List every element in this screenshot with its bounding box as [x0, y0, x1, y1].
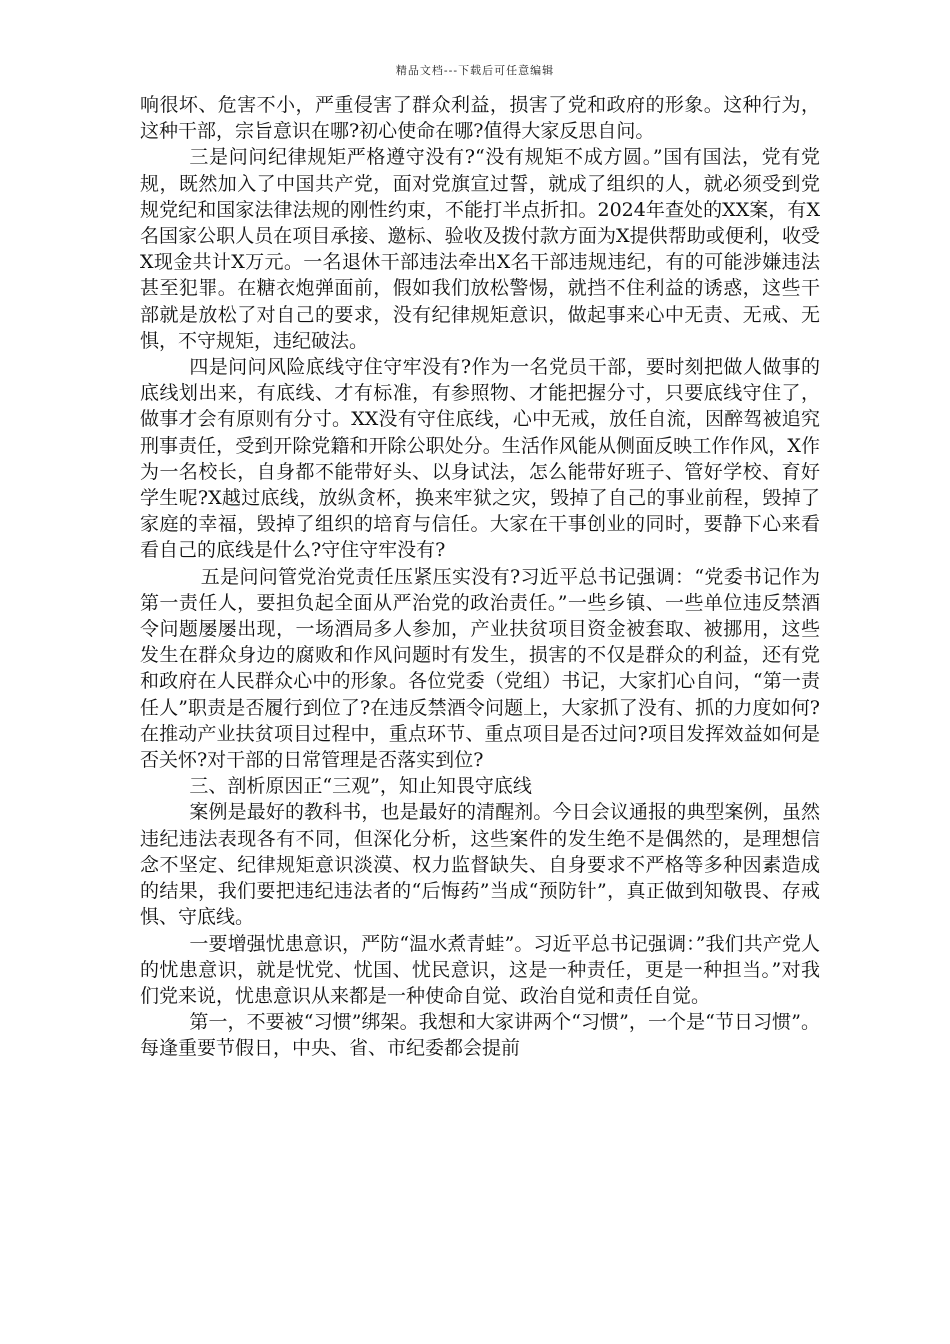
paragraph-party-responsibility: 五是问问管党治党责任压紧压实没有?习近平总书记强调：“党委书记作为第一责任人，要担负起全面从严治党的政治责任。”一些乡镇、一些单位违反禁酒令问题屡屡出现，一场酒局多人参加，产业扶贫项目资金被套取、被挪用，这些发生在群众身边的腐败和作风问题时有发生，损害的不仅是群众的利益，还有党和政府在人民群众心中的形象。各位党委（党组）书记，大家扪心自问，“第一责任人”职责是否履行到位了?在违反禁酒令问题上，大家抓了没有、抓的力度如何?在推动产业扶贫项目过程中，重点环节、重点项目是否过问?项目发挥效益如何是否关怀?对干部的日常管理是否落实到位?	[140, 565, 820, 772]
paragraph-risk-bottom-line: 四是问问风险底线守住守牢没有?作为一名党员干部，要时刻把做人做事的底线划出来，有底线、才有标准，有参照物、才能把握分寸，只要底线守住了，做事才会有原则有分寸。XX没有守住底线，心中无戒，放任自流，因醉驾被追究刑事责任，受到开除党籍和开除公职处分。生活作风能从侧面反映工作作风，X作为一名校长，自身都不能带好头、以身试法，怎么能带好班子、管好学校、育好学生呢?X越过底线，放纵贪杯，换来牢狱之灾，毁掉了自己的事业前程，毁掉了家庭的幸福，毁掉了组织的培育与信任。大家在干事创业的同时，要静下心来看看自己的底线是什么?守住守牢没有?	[140, 356, 820, 562]
paragraph-awareness: 一要增强忧患意识，严防“温水煮青蛙”。习近平总书记强调：”我们共产党人的忧患意识，就是忧党、忧国、忧民意识，这是一种责任，更是一种担当。”对我们党来说，忧患意识从来都是一种使命自觉、政治自觉和责任自觉。	[140, 932, 820, 1007]
paragraph-discipline-rules: 三是问问纪律规矩严格遵守没有?“没有规矩不成方圆。”国有国法，党有党规，既然加入了中国共产党，面对党旗宣过誓，就成了组织的人，就必须受到党规党纪和国家法律法规的刚性约束，不能打半点折扣。2024年查处的XX案，有X名国家公职人员在项目承接、邀标、验收及拨付款方面为X提供帮助或便利，收受X现金共计X万元。一名退休干部违法牵出X名干部违规违纪，有的可能涉嫌违法甚至犯罪。在糖衣炮弹面前，假如我们放松警惕，就挡不住利益的诱惑，这些干部就是放松了对自己的要求，没有纪律规矩意识，做起事来心中无责、无戒、无惧，不守规矩，违纪破法。	[140, 146, 820, 352]
section-heading-analysis: 三、剖析原因正“三观”，知止知畏守底线	[189, 775, 532, 798]
paragraph-habits: 第一，不要被“习惯”绑架。我想和大家讲两个“习惯”，一个是“节日习惯”。每逢重要节假日，中央、省、市纪委都会提前	[140, 1011, 820, 1060]
paragraph-continuation: 响很坏、危害不小，严重侵害了群众利益，损害了党和政府的形象。这种行为，这种干部，宗旨意识在哪?初心使命在哪?值得大家反思自问。	[140, 94, 820, 143]
document-body	[140, 92, 820, 1062]
page-header: 精品文档---下载后可任意编辑	[395, 64, 555, 77]
paragraph-case-lesson: 案例是最好的教科书，也是最好的清醒剂。今日会议通报的典型案例，虽然违纪违法表现各有不同，但深化分析，这些案件的发生绝不是偶然的，是理想信念不坚定、纪律规矩意识淡漠、权力监督缺失、自身要求不严格等多种因素造成的结果，我们要把违纪违法者的“后悔药”当成“预防针”，真正做到知敬畏、存戒惧、守底线。	[140, 801, 820, 929]
